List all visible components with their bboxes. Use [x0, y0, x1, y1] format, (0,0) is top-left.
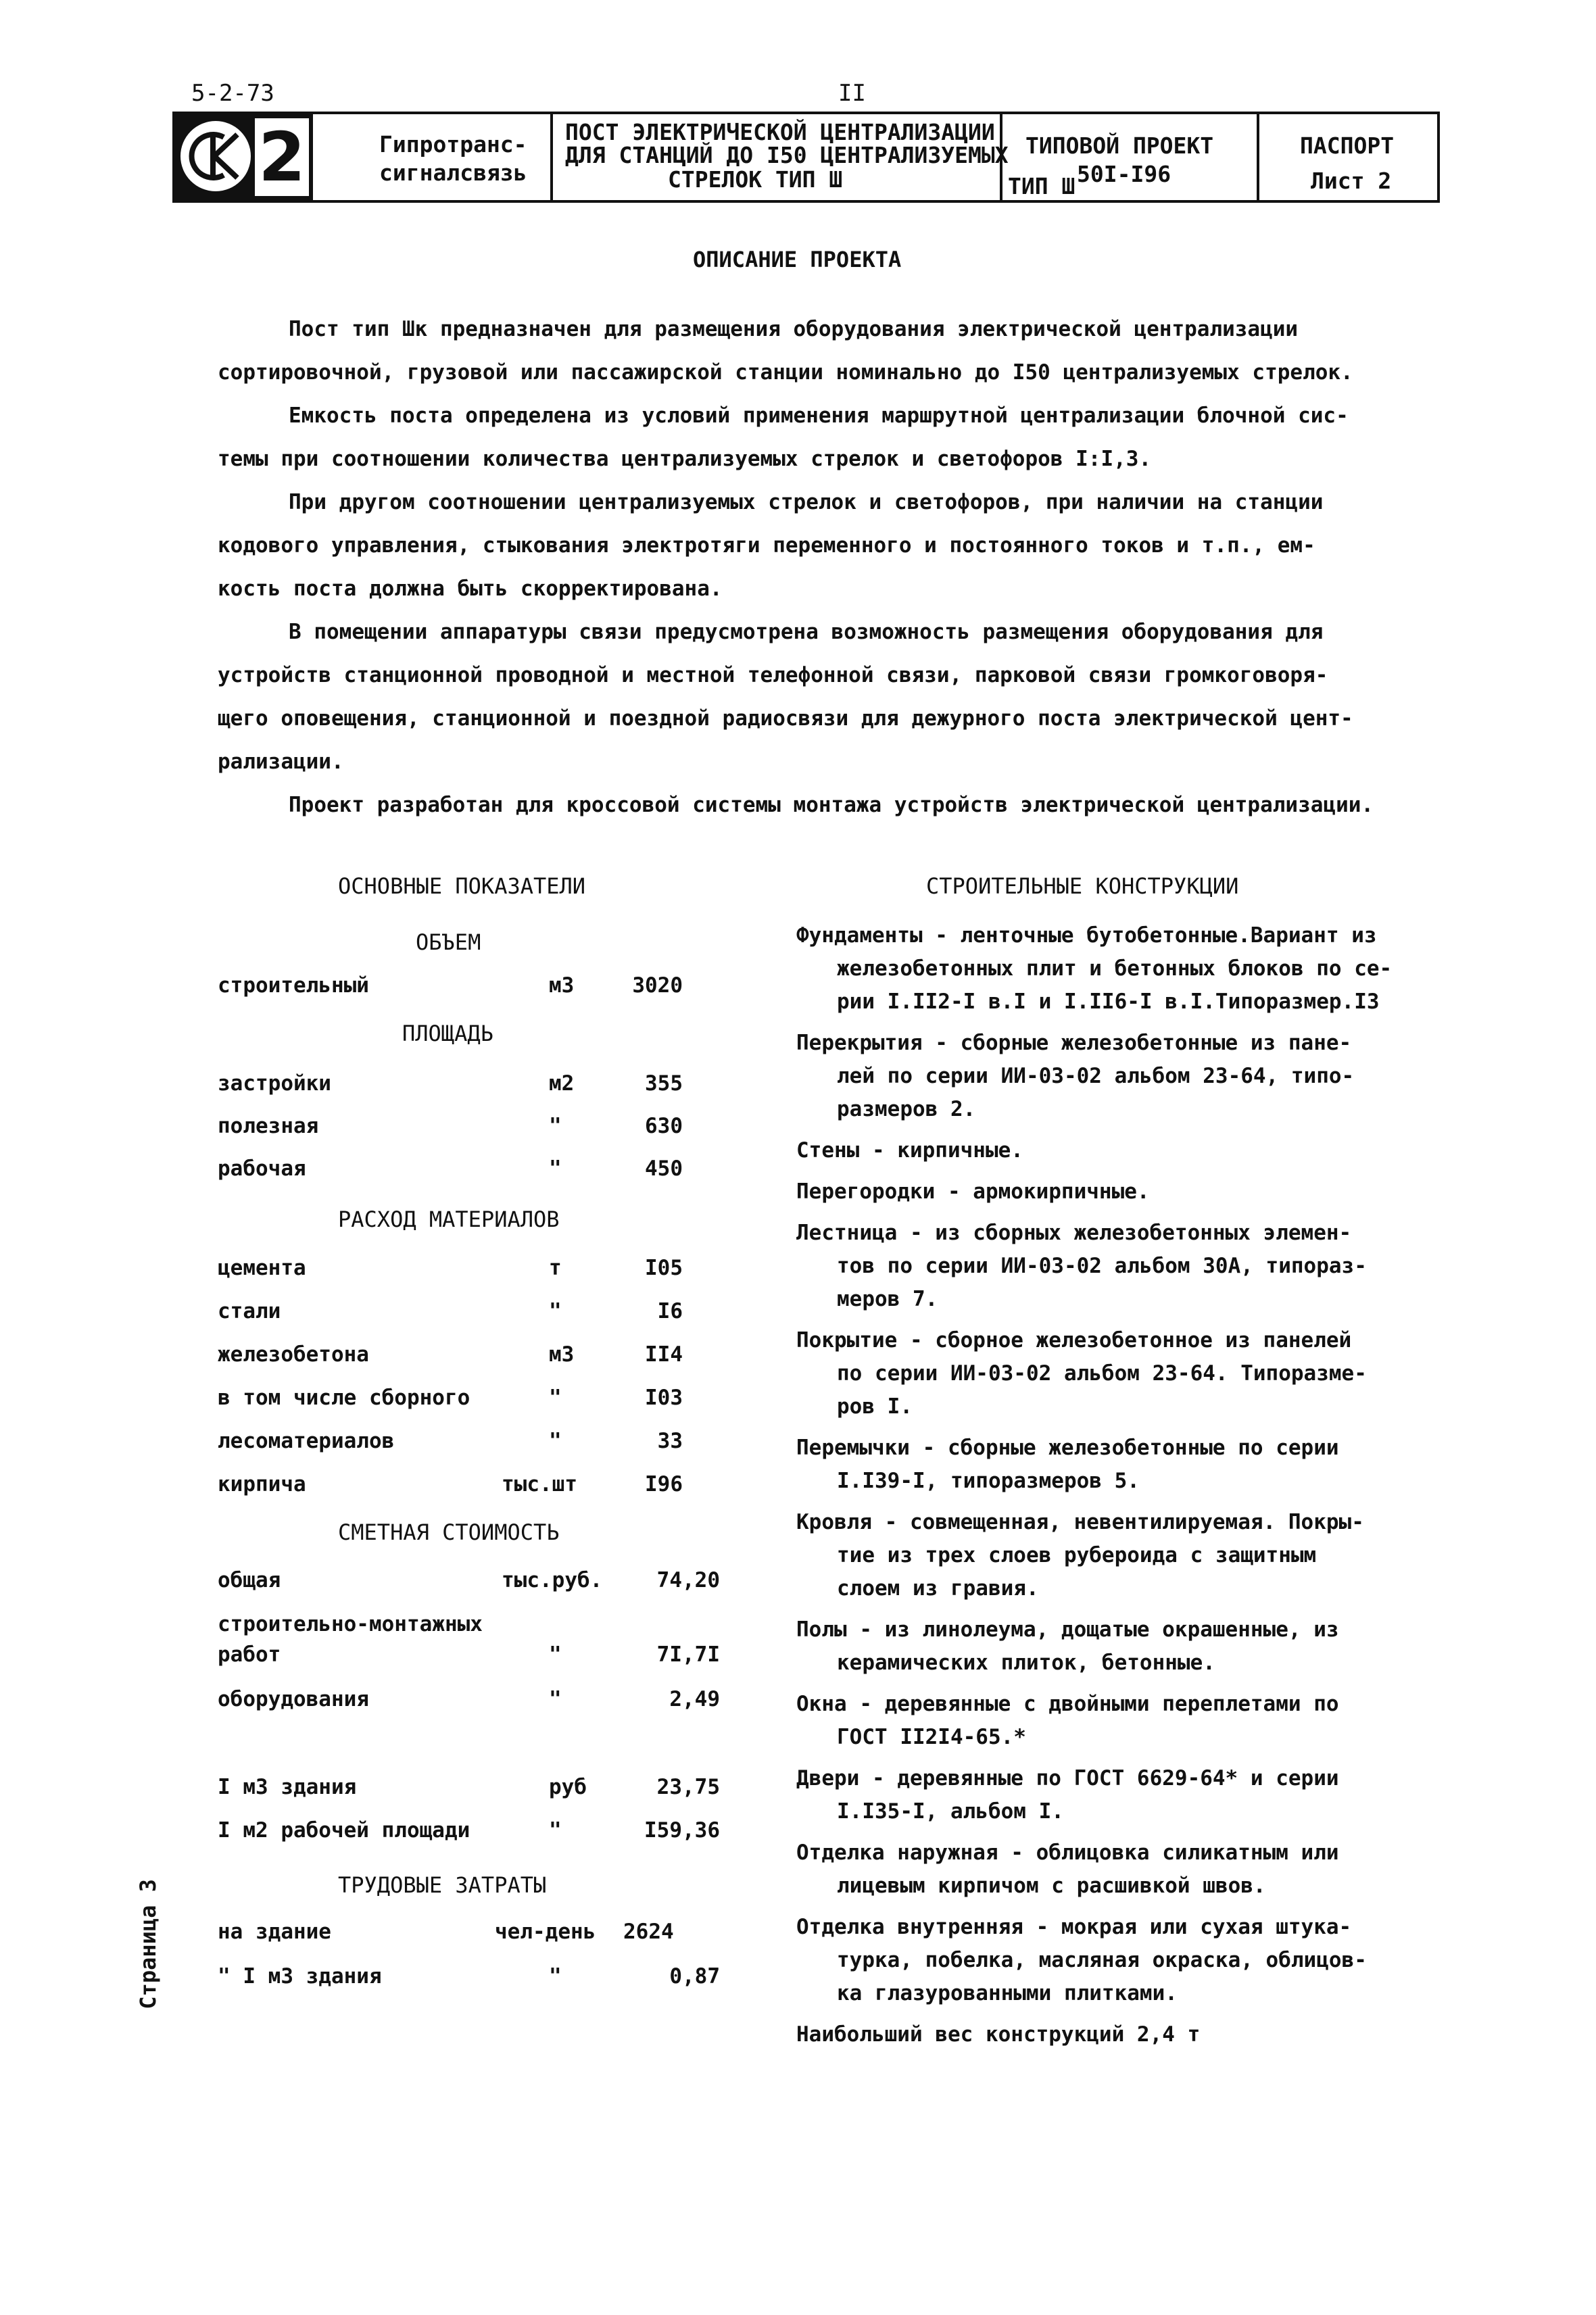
construction-line: Кровля - совмещенная, невентилируемая. Покры- [796, 1510, 1364, 1534]
construction-line: I.I35-I, альбом I. [837, 1799, 1064, 1824]
description-line: щего оповещения, станционной и поездной радиосвязи для дежурного поста электрической цент- [218, 706, 1353, 731]
organization-line-1: Гипротранс- [379, 131, 527, 157]
title-block [172, 112, 1440, 203]
indicator-value: 2624 [623, 1920, 674, 1944]
indicator-unit: т [549, 1256, 562, 1280]
indicator-value: 74,20 [656, 1568, 720, 1592]
description-line: Проект разработан для кроссовой системы монтажа устройств электрической централизации. [289, 793, 1374, 817]
indicator-unit: руб [549, 1775, 587, 1799]
indicator-value: 33 [657, 1429, 683, 1453]
construction-line: тие из трех слоев рубероида с защитным [837, 1543, 1317, 1567]
area-heading: ПЛОЩАДЬ [402, 1021, 493, 1046]
indicator-name: кирпича [218, 1472, 306, 1496]
description-line: сортировочной, грузовой или пассажирской станции номинально до I50 централизуемых стрелок. [218, 360, 1353, 385]
indicator-name: I м2 рабочей площади [218, 1818, 470, 1843]
description-body [218, 308, 1374, 827]
logo [175, 114, 310, 200]
indicator-unit: тыс.шт [502, 1472, 577, 1496]
indicator-value: I96 [645, 1472, 683, 1496]
indicator-name: работ [218, 1642, 281, 1667]
sheet-number: Лист 2 [1311, 168, 1392, 194]
indicator-unit: " [549, 1156, 562, 1181]
title-line-2: ДЛЯ СТАНЦИЙ ДО I50 ЦЕНТРАЛИЗУЕМЫХ [565, 142, 1009, 168]
cost-heading: СМЕТНАЯ СТОИМОСТЬ [338, 1519, 560, 1545]
indicator-name: на здание [218, 1920, 331, 1944]
indicator-name: в том числе сборного [218, 1386, 470, 1410]
indicator-value: 630 [645, 1114, 683, 1138]
construction-line: ров I. [837, 1394, 913, 1419]
indicator-unit: чел-день [495, 1920, 596, 1944]
project-type: ТИП Ш [1008, 173, 1075, 199]
indicator-unit: " [549, 1114, 562, 1138]
volume-heading: ОБЪЕМ [416, 929, 481, 955]
side-page-note: Страница 3 [135, 1879, 161, 2009]
construction-line: Покрытие - сборное железобетонное из панелей [796, 1328, 1352, 1353]
indicator-value: 450 [645, 1156, 683, 1181]
construction-line: Отделка наружная - облицовка силикатным или [796, 1841, 1339, 1865]
construction-line: Фундаменты - ленточные бутобетонные.Вариант из [796, 923, 1377, 948]
indicator-unit: " [549, 1429, 562, 1453]
construction-line: ГОСТ II2I4-65.* [837, 1725, 1026, 1749]
construction-line: Наибольший вес конструкций 2,4 т [796, 2022, 1201, 2047]
title-cell [550, 114, 1009, 200]
description-line: устройств станционной проводной и местной телефонной связи, парковой связи громкоговоря- [218, 663, 1328, 687]
indicator-unit: " [549, 1964, 562, 1989]
indicator-unit: м3 [549, 1342, 575, 1367]
construction-line: лей по серии ИИ-03-02 альбом 23-64, типо- [837, 1064, 1355, 1088]
construction-line: тов по серии ИИ-03-02 альбом 30А, типораз- [837, 1254, 1367, 1278]
indicator-value: II4 [645, 1342, 683, 1367]
project-cell [1000, 114, 1257, 200]
construction-line: Перегородки - армокирпичные. [796, 1179, 1150, 1204]
page-number: II [838, 80, 866, 107]
construction-line: лицевым кирпичом с расшивкой швов. [837, 1874, 1266, 1898]
indicator-value: 7I,7I [656, 1642, 720, 1667]
labor-heading: ТРУДОВЫЕ ЗАТРАТЫ [338, 1872, 547, 1898]
doc-type-cell [1257, 114, 1437, 200]
indicator-value: I6 [657, 1299, 683, 1323]
indicator-value: I05 [645, 1256, 683, 1280]
description-line: В помещении аппаратуры связи предусмотрена возможность размещения оборудования для [289, 620, 1324, 644]
indicator-unit: м2 [549, 1071, 575, 1096]
document-code: 5-2-73 [191, 80, 274, 107]
indicator-value: 23,75 [656, 1775, 720, 1799]
construction-line: I.I39-I, типоразмеров 5. [837, 1469, 1140, 1493]
construction-line: размеров 2. [837, 1097, 976, 1121]
description-line: темы при соотношении количества централизуемых стрелок и светофоров I:I,3. [218, 447, 1152, 471]
indicator-name: полезная [218, 1114, 319, 1138]
indicator-name: I м3 здания [218, 1775, 357, 1799]
doc-type: ПАСПОРТ [1300, 132, 1395, 159]
organization-cell [310, 114, 550, 200]
indicator-name: общая [218, 1568, 281, 1592]
construction-line: по серии ИИ-03-02 альбом 23-64. Типоразме- [837, 1361, 1367, 1386]
indicator-name: строительный [218, 973, 369, 998]
construction-line: керамических плиток, бетонные. [837, 1651, 1215, 1675]
construction-line: Двери - деревянные по ГОСТ 6629-64* и серии [796, 1766, 1339, 1790]
indicator-unit: " [549, 1299, 562, 1323]
indicators-heading: ОСНОВНЫЕ ПОКАЗАТЕЛИ [338, 873, 586, 899]
constructions-body [796, 919, 1392, 2051]
organization-line-2: сигналсвязь [379, 160, 527, 186]
construction-line: слоем из гравия. [837, 1576, 1039, 1601]
construction-line: Отделка внутренняя - мокрая или сухая штука- [796, 1915, 1352, 1939]
construction-line: Полы - из линолеума, дощатые окрашенные, из [796, 1617, 1339, 1642]
project-label: ТИПОВОЙ ПРОЕКТ [1025, 132, 1214, 159]
construction-line: рии I.II2-I в.I и I.II6-I в.I.Типоразмер.I3 [837, 990, 1380, 1014]
indicator-value: 2,49 [669, 1687, 720, 1711]
construction-line: Перемычки - сборные железобетонные по серии [796, 1436, 1339, 1460]
indicator-unit: " [549, 1642, 562, 1667]
construction-line: железобетонных плит и бетонных блоков по се- [837, 956, 1393, 981]
construction-line: ка глазурованными плитками. [837, 1981, 1178, 2005]
indicator-name: " I м3 здания [218, 1964, 382, 1989]
indicator-name: стали [218, 1299, 281, 1323]
indicator-name: оборудования [218, 1687, 369, 1711]
indicator-value: I59,36 [644, 1818, 720, 1843]
description-line: кость поста должна быть скорректирована. [218, 577, 723, 601]
description-line: рализации. [218, 750, 344, 774]
description-line: кодового управления, стыкования электротяги переменного и постоянного токов и т.п., ем- [218, 533, 1315, 558]
description-line: Пост тип Шк предназначен для размещения оборудования электрической централизации [289, 317, 1299, 341]
description-line: Емкость поста определена из условий применения маршрутной централизации блочной сис- [289, 404, 1349, 428]
logo-number: 2 [255, 118, 309, 196]
indicator-value: 3020 [632, 973, 683, 998]
indicator-unit: тыс.руб. [502, 1568, 603, 1592]
indicator-name: застройки [218, 1071, 331, 1096]
indicator-name: строительно-монтажных [218, 1612, 483, 1636]
construction-line: Лестница - из сборных железобетонных элемен- [796, 1221, 1352, 1245]
indicator-unit: " [549, 1687, 562, 1711]
indicator-name: лесоматериалов [218, 1429, 395, 1453]
constructions-heading: СТРОИТЕЛЬНЫЕ КОНСТРУКЦИИ [926, 873, 1239, 899]
title-line-3: СТРЕЛОК ТИП Ш [668, 166, 843, 193]
materials-heading: РАСХОД МАТЕРИАЛОВ [338, 1207, 560, 1232]
construction-line: Окна - деревянные с двойными переплетами по [796, 1692, 1339, 1716]
indicator-value: I03 [645, 1386, 683, 1410]
indicator-value: 355 [645, 1071, 683, 1096]
indicator-name: рабочая [218, 1156, 306, 1181]
description-line: При другом соотношении централизуемых стрелок и светофоров, при наличии на станции [289, 490, 1324, 514]
construction-line: Стены - кирпичные. [796, 1138, 1023, 1163]
construction-line: меров 7. [837, 1287, 938, 1311]
construction-line: турка, побелка, масляная окраска, облицов- [837, 1948, 1367, 1972]
indicator-name: железобетона [218, 1342, 369, 1367]
indicator-name: цемента [218, 1256, 306, 1280]
logo-mark-icon [180, 121, 251, 191]
indicator-unit: " [549, 1818, 562, 1843]
indicator-unit: " [549, 1386, 562, 1410]
project-number: 50I-I96 [1077, 161, 1171, 187]
indicator-unit: м3 [549, 973, 575, 998]
indicator-value: 0,87 [669, 1964, 720, 1989]
construction-line: Перекрытия - сборные железобетонные из пане- [796, 1031, 1352, 1055]
description-heading: ОПИСАНИЕ ПРОЕКТА [693, 247, 902, 272]
title-line-1: ПОСТ ЭЛЕКТРИЧЕСКОЙ ЦЕНТРАЛИЗАЦИИ [565, 119, 995, 145]
